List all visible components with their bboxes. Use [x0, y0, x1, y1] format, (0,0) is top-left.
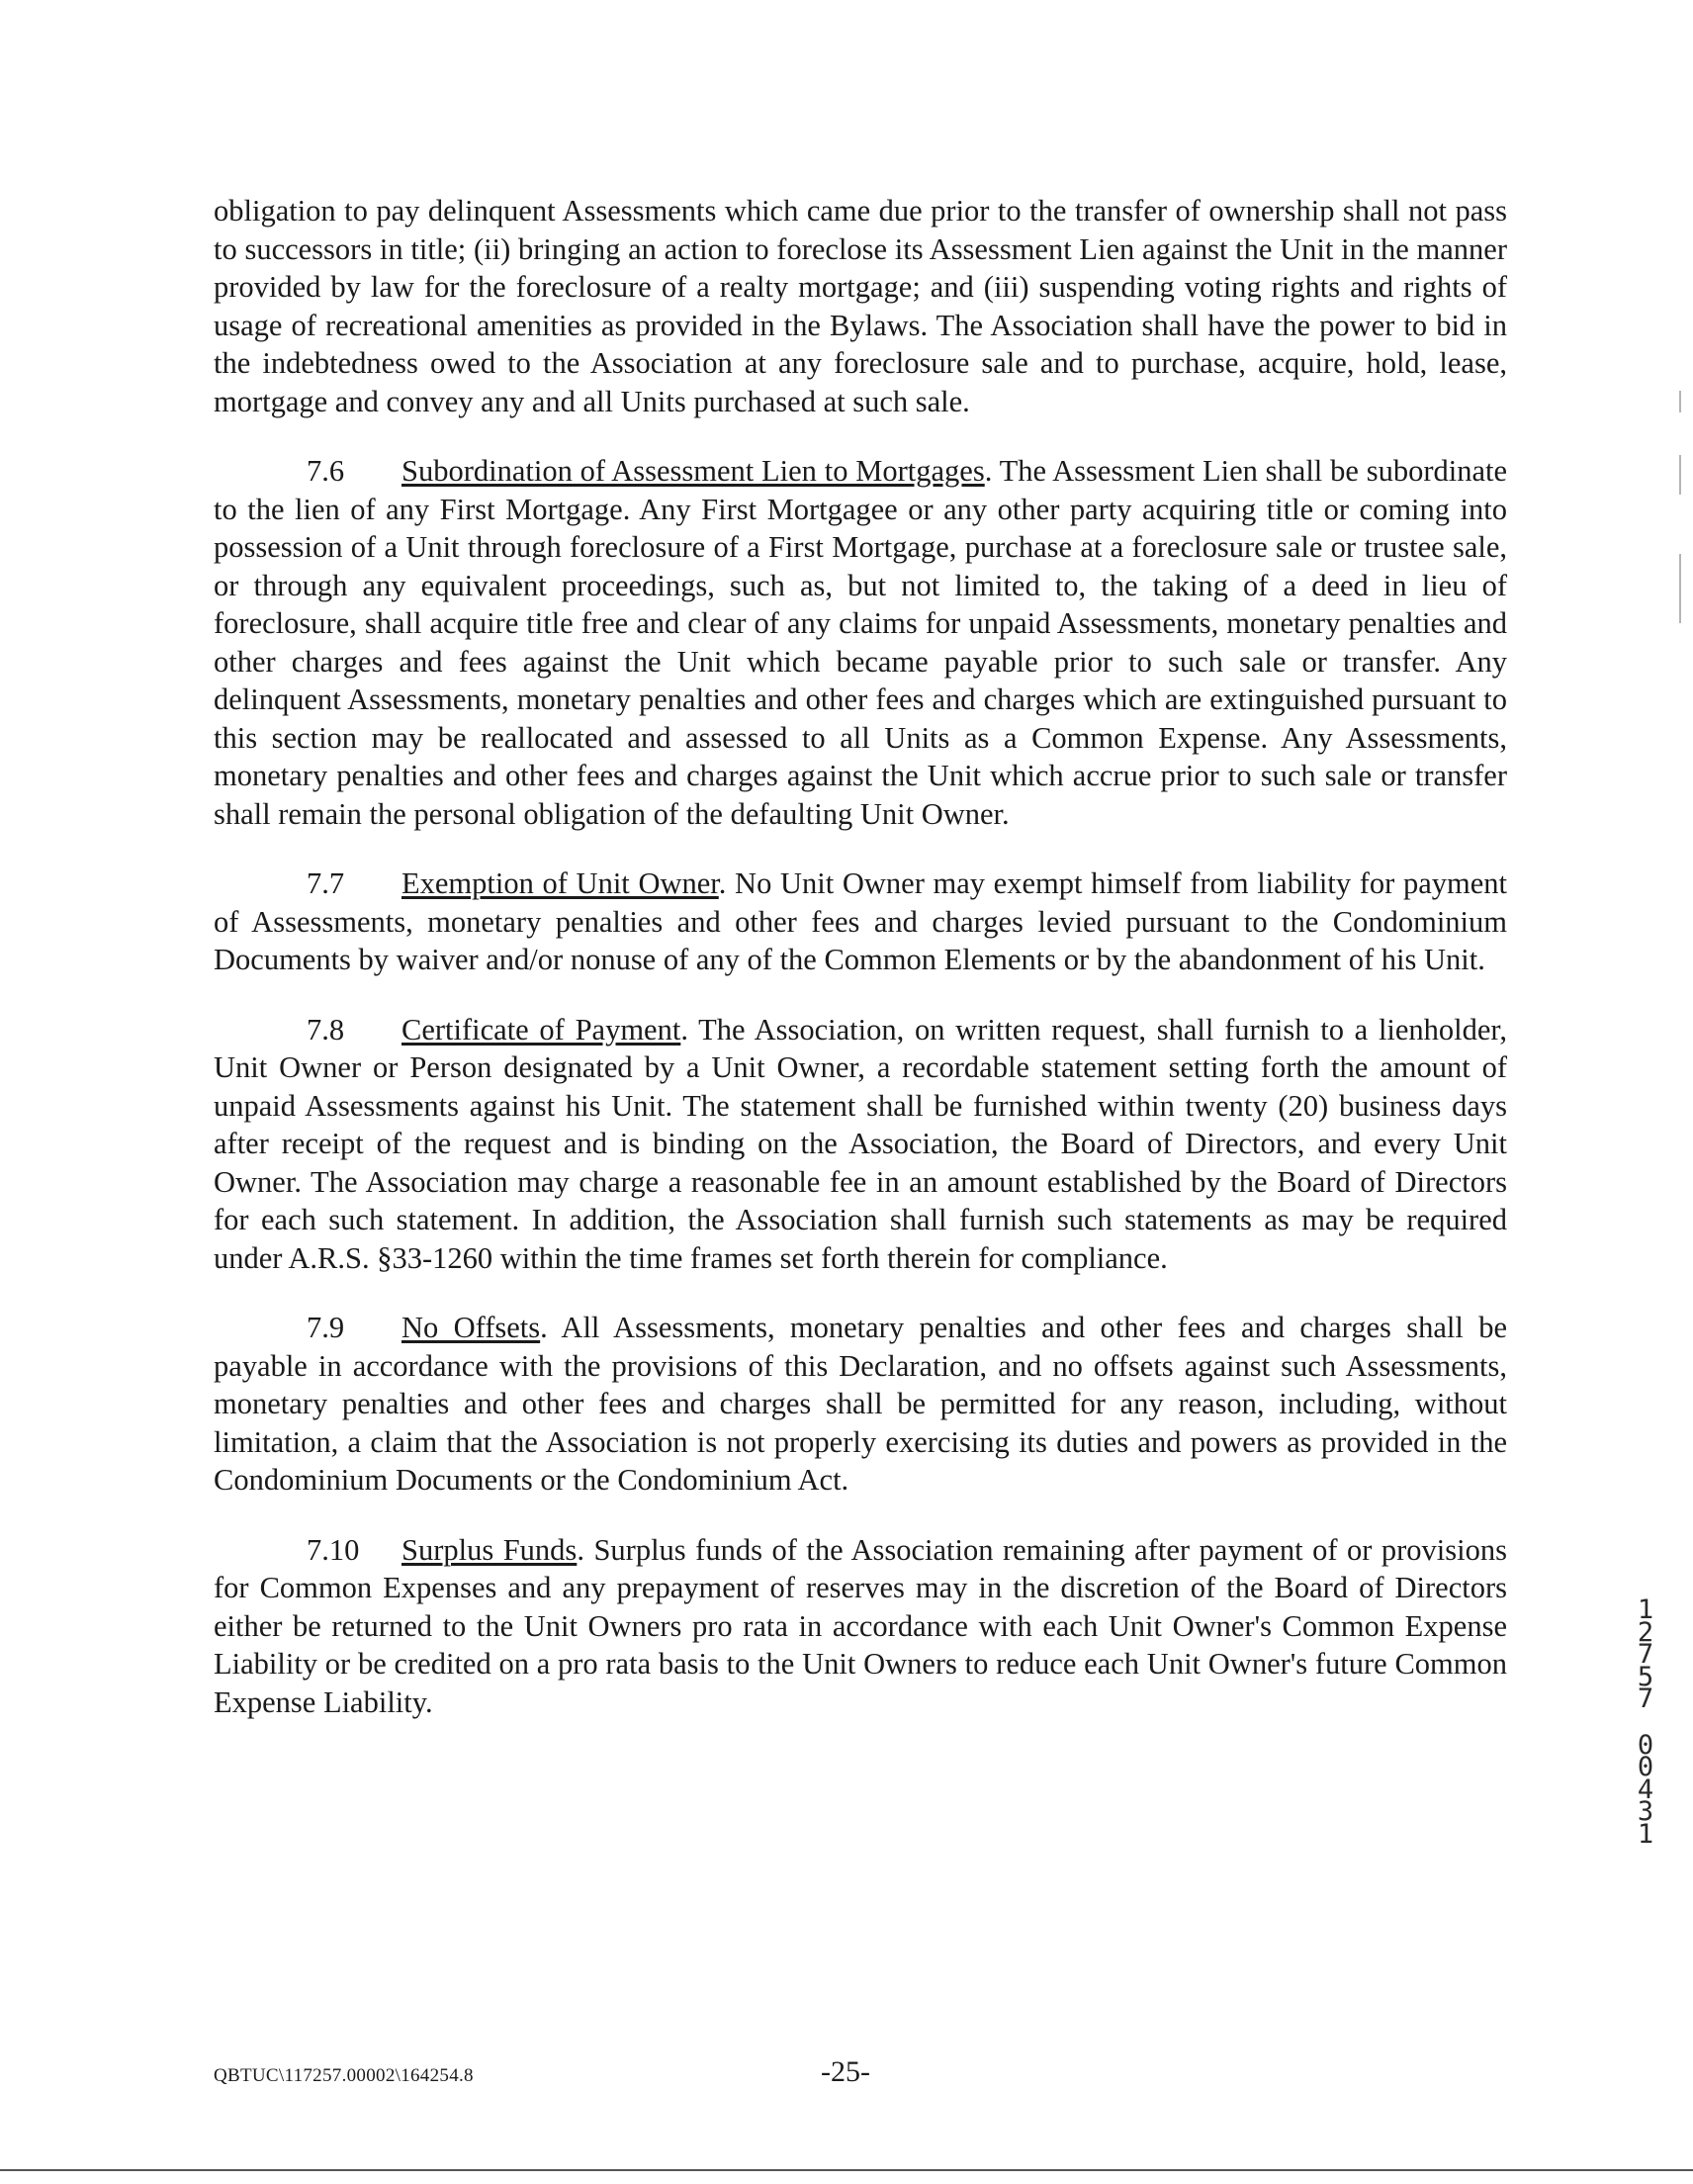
section-number: 7.6 — [307, 454, 345, 488]
stamp-digit: 0 — [1637, 1729, 1654, 1761]
stamp-digit: 5 — [1637, 1661, 1654, 1692]
document-body — [214, 192, 1507, 1753]
section-7-7 — [214, 864, 1507, 979]
section-text: . The Association, on written request, shall furnish to a lienholder, Unit Owner or Person designated by a Unit Owner, a recordable statement setting forth the amount of unpaid Assessments against his Unit. The statement shall be furnished within twenty (20) business days after receipt of the request and is binding on the Association, the Board of Directors, and every Unit Owner. The Association may charge a reasonable fee in an amount established by the Board of Directors for each such statement. In addition, the Association shall furnish such statements as may be required under A.R.S. §33-1260 within the time frames set forth therein for compliance. — [214, 1012, 1507, 1275]
section-number: 7.8 — [307, 1012, 345, 1046]
stamp-digit: 7 — [1637, 1684, 1654, 1714]
section-title: Subordination of Assessment Lien to Mortgages — [401, 454, 985, 488]
document-id: QBTUC\117257.00002\164254.8 — [214, 2065, 474, 2086]
section-text: . No Unit Owner may exempt himself from liability for payment of Assessments, monetary penalties and other fees and charges levied pursuant to the Condominium Documents by waiver and/or nonuse of any of the Common Elements or by the abandonment of his Unit. — [214, 866, 1507, 976]
section-text: . Surplus funds of the Association remaining after payment of or provisions for Common Expenses and any prepayment of reserves may in the discretion of the Board of Directors either be returned to the Unit Owners pro rata in accordance with each Unit Owner's Common Expense Liability or be credited on a pro rata basis to the Unit Owners to reduce each Unit Owner's future Common Expense Liability. — [214, 1532, 1507, 1719]
paragraph-text: obligation to pay delinquent Assessments which came due prior to the transfer of ownership shall not pass to successors in title; (ii) bringing an action to foreclose its Assessment Lien against the Unit in the manner provided by law for the foreclosure of a realty mortgage; and (iii) suspending voting rights and rights of usage of recreational amenities as provided in the Bylaws. The Association shall have the power to bid in the indebtedness owed to the Association at any foreclosure sale and to purchase, acquire, hold, lease, mortgage and convey any and all Units purchased at such sale. — [214, 194, 1507, 418]
section-number: 7.7 — [307, 866, 345, 900]
stamp-digit: 2 — [1637, 1616, 1654, 1648]
paragraph-continuation — [214, 192, 1507, 420]
page-number: -25- — [821, 2055, 870, 2088]
section-number: 7.10 — [307, 1532, 360, 1567]
stamp-digit: 7 — [1637, 1639, 1654, 1670]
recording-stamp — [1631, 1594, 1660, 1850]
section-title: Exemption of Unit Owner — [401, 866, 719, 900]
section-number: 7.9 — [307, 1311, 345, 1344]
scan-margin-mark — [1679, 554, 1681, 623]
scan-edge-line — [0, 2169, 1693, 2171]
section-text: . The Assessment Lien shall be subordinate to the lien of any First Mortgage. Any First Mortgagee or any other party acquiring title or coming into possession of a Unit through foreclosure of a First Mortgage, purchase at a foreclosure sale or trustee sale, or through any equivalent proceedings, such as, but not limited to, the taking of a deed in lieu of foreclosure, shall acquire title free and clear of any claims for unpaid Assessments, monetary penalties and other charges and fees against the Unit which became payable prior to such sale or transfer. Any delinquent Assessments, monetary penalties and other fees and charges which are extinguished pursuant to this section may be reallocated and assessed to all Units as a Common Expense. Any Assessments, monetary penalties and other fees and charges against the Unit which accrue prior to such sale or transfer shall remain the personal obligation of the defaulting Unit Owner. — [214, 454, 1507, 831]
stamp-digit: 0 — [1637, 1752, 1654, 1782]
section-7-6 — [214, 452, 1507, 833]
section-text: . All Assessments, monetary penalties and other fees and charges shall be payable in accordance with the provisions of this Declaration, and no offsets against such Assessments, monetary penalties and other fees and charges shall be permitted for any reason, including, without limitation, a claim that the Association is not properly exercising its duties and powers as provided in the Condominium Documents or the Condominium Act. — [214, 1311, 1507, 1497]
stamp-digit: 4 — [1637, 1774, 1654, 1805]
stamp-digit: 3 — [1637, 1796, 1654, 1827]
section-title: Certificate of Payment — [401, 1012, 681, 1046]
section-7-8 — [214, 1011, 1507, 1278]
stamp-digit: 1 — [1637, 1818, 1654, 1850]
stamp-digit: 1 — [1637, 1594, 1654, 1625]
section-7-10 — [214, 1531, 1507, 1722]
section-title: Surplus Funds — [401, 1532, 578, 1567]
section-title: No Offsets — [401, 1311, 541, 1344]
scan-margin-mark — [1679, 455, 1681, 495]
section-7-9 — [214, 1309, 1507, 1500]
scan-margin-mark — [1679, 391, 1681, 412]
